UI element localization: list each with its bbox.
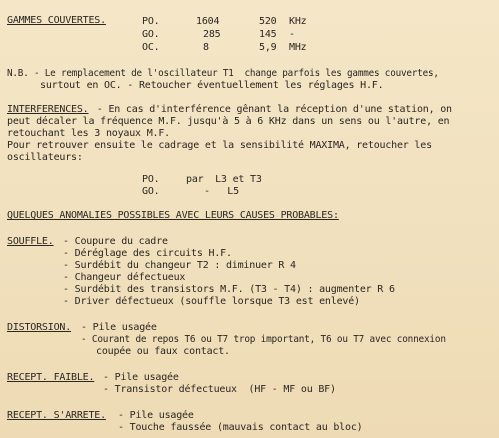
souffle-item: - Driver défectueux (souffle lorsque T3 est enlevé) <box>63 296 360 307</box>
oc-band: OC. <box>142 42 160 53</box>
souffle-item: - Surdébit du changeur T2 : diminuer R 4 <box>63 260 296 271</box>
interferences-line2: peut décaler la fréquence M.F. jusqu'à 5 à 6 KHz dans un sens ou l'autre, en <box>7 116 450 127</box>
interferences-line5: oscillateurs: <box>7 152 83 163</box>
osc-go-band: GO. <box>142 186 160 197</box>
arrete-heading: RECEPT. S'ARRETE. <box>7 410 106 421</box>
distorsion-item2-cont: coupée ou faux contact. <box>96 346 230 357</box>
oc-unit: MHz <box>289 42 307 53</box>
souffle-heading: SOUFFLE. <box>7 236 54 247</box>
osc-po-band: PO. <box>142 174 160 185</box>
go-to: 145 <box>259 29 277 40</box>
go-band: GO. <box>142 29 160 40</box>
oc-to: 5,9 <box>259 42 277 53</box>
go-unit: - <box>289 29 295 40</box>
souffle-item: - Coupure du cadre <box>63 236 168 247</box>
po-band: PO. <box>142 16 160 27</box>
po-to: 520 <box>259 16 277 27</box>
interferences-line3: retouchant les 3 noyaux M.F. <box>7 128 170 139</box>
nb-line1: N.B. - Le remplacement de l'oscillateur T1 change parfois les gammes couvertes, <box>7 68 439 79</box>
gammes-heading: GAMMES COUVERTES. <box>7 15 106 26</box>
po-unit: KHz <box>289 16 307 27</box>
nb-line2: surtout en OC. - Retoucher éventuellement les réglages H.F. <box>40 80 384 91</box>
arrete-item2: - Touche faussée (mauvais contact au bloc) <box>118 422 363 433</box>
souffle-item: - Déréglage des circuits H.F. <box>63 248 232 259</box>
anomalies-heading: QUELQUES ANOMALIES POSSIBLES AVEC LEURS CAUSES PROBABLES: <box>7 210 339 221</box>
faible-item1: - Pile usagée <box>103 372 179 383</box>
souffle-item: - Surdébit des transistors M.F. (T3 - T4) : augmenter R 6 <box>63 284 395 295</box>
distorsion-item1: - Pile usagée <box>81 322 157 333</box>
faible-item2: - Transistor défectueux (HF - MF ou BF) <box>103 384 336 395</box>
osc-po-text: par L3 et T3 <box>186 174 262 185</box>
interferences-line4: Pour retrouver ensuite le cadrage et la sensibilité MAXIMA, retoucher les <box>7 140 432 151</box>
oc-from: 8 <box>203 42 209 53</box>
distorsion-heading: DISTORSION. <box>7 322 72 333</box>
distorsion-item2: - Courant de repos T6 ou T7 trop important, T6 ou T7 avec connexion <box>81 334 446 345</box>
osc-go-text: - L5 <box>204 186 239 197</box>
faible-heading: RECEPT. FAIBLE. <box>7 372 95 383</box>
interferences-heading: INTERFERENCES. <box>7 104 89 115</box>
souffle-item: - Changeur défectueux <box>63 272 186 283</box>
arrete-item1: - Pile usagée <box>118 410 194 421</box>
interferences-line1: - En cas d'interférence gênant la réception d'une station, on <box>91 104 452 115</box>
go-from: 285 <box>203 29 221 40</box>
po-from: 1604 <box>196 16 220 27</box>
